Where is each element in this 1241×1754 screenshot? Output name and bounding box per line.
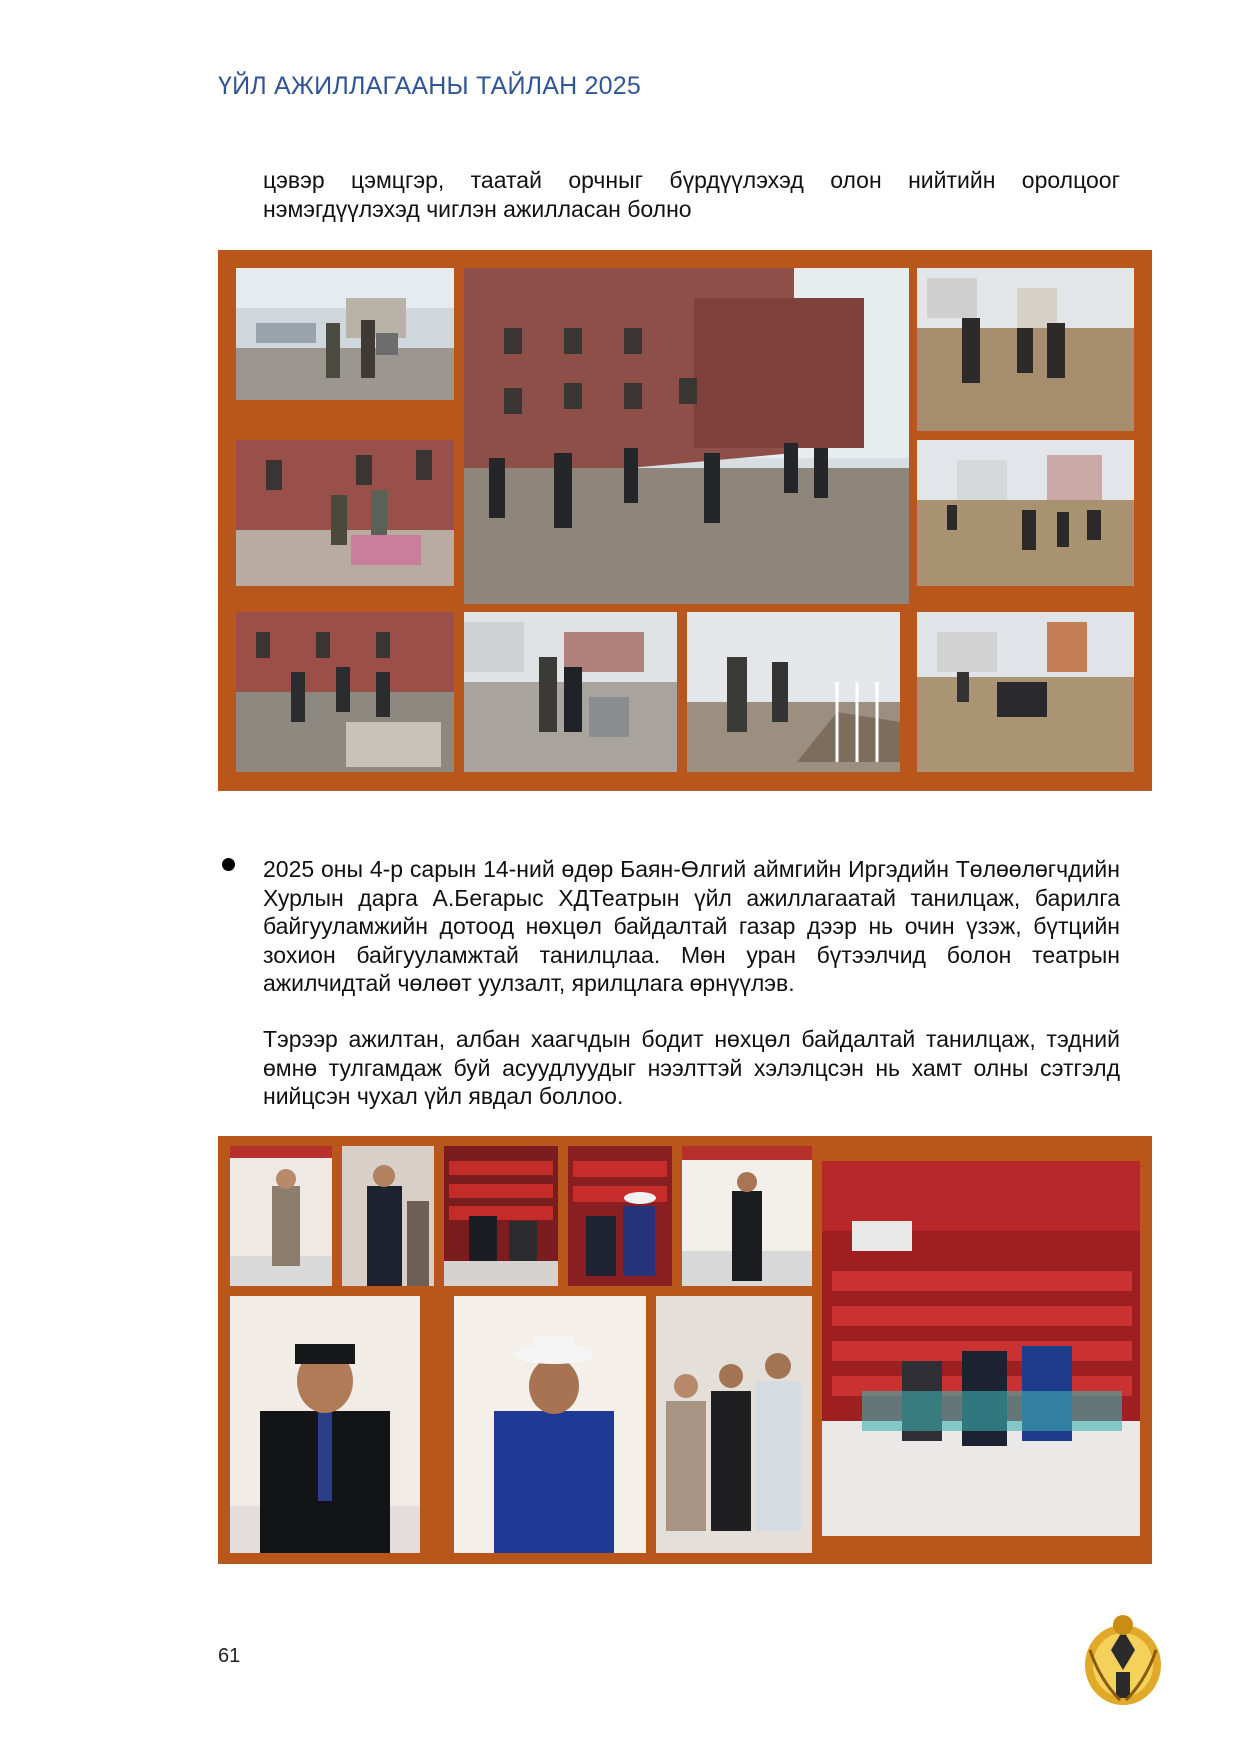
photo-group-standing (656, 1296, 812, 1553)
photo-workers-carrying-bin (236, 268, 454, 400)
emblem-logo (1080, 1610, 1166, 1710)
photo-bending-worker (917, 612, 1134, 772)
photo-dry-grass-cleanup (917, 268, 1134, 431)
photo-theater-audience (822, 1161, 1140, 1536)
bullet-paragraph: 2025 оны 4-р сарын 14-ний өдөр Баян-Өлгий аймгийн Иргэдийн Төлөөлөгчдийн Хурлын дарга А.Бегарыс ХДТеатрын үйл ажиллагаатай танилцаж, барилга байгууламжийн дотоод нөхцөл байдалтай газар дээр нь очин үзэж, бүтцийн зохион байгууламжтай танилцлаа. Мөн уран бүтээлчид болон театрын ажилчидтай чөлөөт уулзалт, ярилцлага өрнүүлэв. (263, 856, 1120, 996)
photo-man-standing-hall (682, 1146, 812, 1286)
photo-red-building-cleanup (464, 268, 909, 604)
photo-speaker-in-hat (454, 1296, 646, 1553)
photo-workers-near-wall (236, 612, 454, 772)
report-header-title: ҮЙЛ АЖИЛЛАГААНЫ ТАЙЛАН 2025 (218, 72, 641, 100)
intro-paragraph: цэвэр цэмцгэр, таатай орчныг бүрдүүлэхэд олон нийтийн оролцоог нэмэгдүүлэхэд чиглэн ажилласан болно (263, 167, 1120, 222)
photo-man-with-folder (342, 1146, 434, 1286)
photo-officials-seated (568, 1146, 672, 1286)
photo-grass-field-workers (917, 440, 1134, 586)
photo-speaker-woman (230, 1146, 332, 1286)
photo-digging-soil (687, 612, 900, 772)
page-number: 61 (218, 1645, 241, 1667)
photo-speaker-with-microphone (230, 1296, 420, 1553)
photo-worker-with-bin (464, 612, 677, 772)
bullet-dot (222, 858, 235, 871)
photo-audience-seated (444, 1146, 558, 1286)
cleanup-photo-collage (218, 250, 1152, 791)
bullet-paragraph-continued: Тэрээр ажилтан, албан хаагчдын бодит нөхцөл байдалтай танилцаж, тэдний өмнө тулгамдаж буй асуудлуудыг нээлттэй хэлэлцсэн нь хамт олны сэтгэлд нийцсэн чухал үйл явдал боллоо. (263, 1026, 1120, 1109)
photo-collecting-debris (236, 440, 454, 586)
meeting-photo-collage (218, 1136, 1152, 1564)
